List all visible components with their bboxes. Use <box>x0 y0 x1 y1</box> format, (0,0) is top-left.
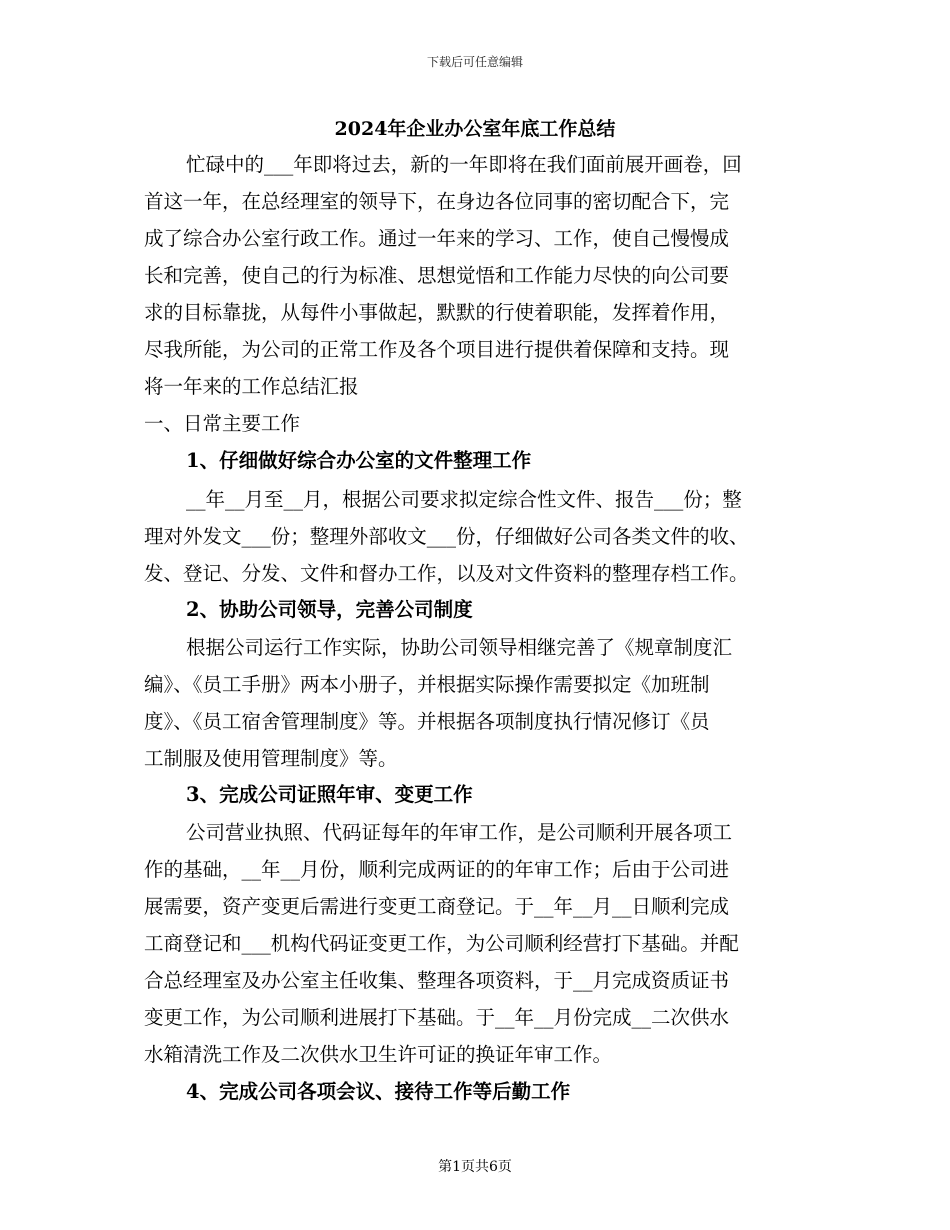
subsection-heading: 4、完成公司各项会议、接待工作等后勤工作 <box>186 1080 571 1103</box>
document-title: 2024年企业办公室年底工作总结 <box>334 118 616 140</box>
paragraph-line: 水箱清洗工作及二次供水卫生许可证的换证年审工作。 <box>144 1043 613 1066</box>
paragraph-line: 工制服及使用管理制度》等。 <box>144 747 398 770</box>
paragraph-line: __年__月至__月，根据公司要求拟定综合性文件、报告___份；整 <box>186 488 742 511</box>
paragraph-line: 作的基础，__年__月份，顺利完成两证的的年审工作；后由于公司进 <box>144 858 730 881</box>
subsection-heading: 1、仔细做好综合办公室的文件整理工作 <box>186 449 532 472</box>
paragraph-line: 根据公司运行工作实际，协助公司领导相继完善了《规章制度汇 <box>186 636 733 659</box>
paragraph-line: 尽我所能，为公司的正常工作及各个项目进行提供着保障和支持。现 <box>144 338 730 361</box>
paragraph-line: 将一年来的工作总结汇报 <box>144 375 359 398</box>
subsection-heading: 2、协助公司领导，完善公司制度 <box>186 598 473 621</box>
paragraph-line: 工商登记和___机构代码证变更工作，为公司顺利经营打下基础。并配 <box>144 932 739 955</box>
paragraph-line: 变更工作，为公司顺利进展打下基础。于__年__月份完成__二次供水 <box>144 1006 730 1029</box>
paragraph-line: 忙碌中的___年即将过去，新的一年即将在我们面前展开画卷，回 <box>186 153 742 176</box>
paragraph-line: 展需要，资产变更后需进行变更工商登记。于__年__月__日顺利完成 <box>144 895 730 918</box>
subsection-heading: 3、完成公司证照年审、变更工作 <box>186 783 473 806</box>
paragraph-line: 求的目标靠拢，从每件小事做起，默默的行使着职能，发挥着作用， <box>144 301 730 324</box>
page-number: 第1页共6页 <box>438 1159 512 1175</box>
paragraph-line: 理对外发文___份；整理外部收文___份，仔细做好公司各类文件的收、 <box>144 525 749 548</box>
paragraph-line: 发、登记、分发、文件和督办工作，以及对文件资料的整理存档工作。 <box>144 562 749 585</box>
paragraph-line: 公司营业执照、代码证每年的年审工作，是公司顺利开展各项工 <box>186 821 733 844</box>
paragraph-line: 度》、《员工宿舍管理制度》等。并根据各项制度执行情况修订《员 <box>144 710 710 733</box>
paragraph-line: 合总经理室及办公室主任收集、整理各项资料，于__月完成资质证书 <box>144 969 730 992</box>
section-heading: 一、日常主要工作 <box>144 412 301 435</box>
paragraph-line: 长和完善，使自己的行为标准、思想觉悟和工作能力尽快的向公司要 <box>144 264 730 287</box>
paragraph-line: 首这一年，在总经理室的领导下，在身边各位同事的密切配合下，完 <box>144 190 730 213</box>
header-note: 下载后可任意编辑 <box>426 55 523 69</box>
paragraph-line: 成了综合办公室行政工作。通过一年来的学习、工作，使自己慢慢成 <box>144 227 730 250</box>
paragraph-line: 编》、《员工手册》两本小册子，并根据实际操作需要拟定《加班制 <box>144 673 710 696</box>
